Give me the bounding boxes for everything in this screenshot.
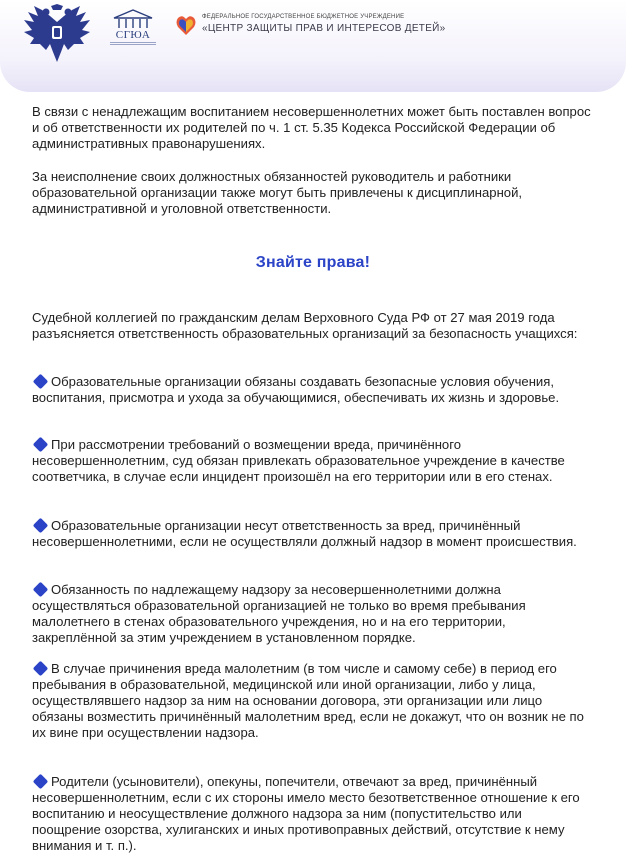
org-name: «ЦЕНТР ЗАЩИТЫ ПРАВ И ИНТЕРЕСОВ ДЕТЕЙ» <box>202 23 446 34</box>
building-icon <box>110 8 156 30</box>
blue-diamond-icon <box>33 374 49 390</box>
bullet-text: В случае причинения вреда малолетним (в том числе и самому себе) в период его пребывания в образовательной, медицинской или иной организации, либо у лица, осуществлявшего надзор за ним на основании договора, эти организации или лицо обязаны возместить причинённый малолетним вред, если не докажут, что он возник не по их вине при осуществлении надзора. <box>32 661 584 740</box>
section-heading: Знайте права! <box>255 254 371 271</box>
sgua-logo <box>110 8 156 48</box>
heart-shield-logo-icon <box>176 14 196 36</box>
blue-diamond-icon <box>33 774 49 790</box>
blue-diamond-icon <box>33 518 49 534</box>
bullet-text: Родители (усыновители), опекуны, попечители, отвечают за вред, причинённый несовершеннолетним, если с их стороны имело место безответственное отношение к его воспитанию и неосуществление должного надзора за ним (попустительство или поощрение озорства, хулиганских и иных противоправных действий, отсутствие к нему внимания и т. п.). <box>32 774 580 853</box>
blue-diamond-icon <box>33 437 49 453</box>
double-headed-eagle-emblem-icon <box>20 4 94 66</box>
bullet-text: Образовательные организации обязаны создавать безопасные условия обучения, воспитания, присмотра и ухода за обучающимися, обеспечивать их жизнь и здоровье. <box>32 374 560 405</box>
sgua-logo-underline <box>110 42 156 45</box>
bullet-text: При рассмотрении требований о возмещении вреда, причинённого несовершеннолетним, суд обязан привлекать образовательное учреждение в качестве соответчика, в случае если инцидент произошёл на его территории или в его стенах. <box>32 437 565 484</box>
lead-paragraph: Судебной коллегией по гражданским делам Верховного Суда РФ от 27 мая 2019 года разъясняется ответственность образовательных организаций за безопасность учащихся: <box>32 310 578 341</box>
intro-paragraph-2: За неисполнение своих должностных обязанностей руководитель и работники образовательной организации также могут быть привлечены к дисциплинарной, административной и уголовной ответственности. <box>32 169 523 216</box>
bullet-item <box>32 437 592 485</box>
blue-diamond-icon <box>33 661 49 677</box>
sgua-logo-text: СГЮА <box>115 29 151 41</box>
blue-diamond-icon <box>33 582 49 598</box>
bullet-item <box>32 774 592 854</box>
bullet-item <box>32 518 592 550</box>
bullet-item <box>32 582 592 646</box>
bullet-text: Образовательные организации несут ответственность за вред, причинённый несовершеннолетними, если не осуществляли должный надзор в момент происшествия. <box>32 518 577 549</box>
bullet-text: Обязанность по надлежащему надзору за несовершеннолетними должна осуществляться образовательной организацией не только во время пребывания малолетнего в стенах образовательного учреждения, но и на его территории, закреплённой за этим учреждением в установленном порядке. <box>32 582 526 645</box>
bullet-item <box>32 661 592 741</box>
bullet-item <box>32 374 592 406</box>
page-header <box>0 0 626 92</box>
intro-paragraph-1: В связи с ненадлежащим воспитанием несовершеннолетних может быть поставлен вопрос и об ответственности их родителей по ч. 1 ст. 5.35 Кодекса Российской Федерации об административных правонарушениях. <box>32 104 591 151</box>
org-subtitle: ФЕДЕРАЛЬНОЕ ГОСУДАРСТВЕННОЕ БЮДЖЕТНОЕ УЧРЕЖДЕНИЕ <box>202 14 405 20</box>
